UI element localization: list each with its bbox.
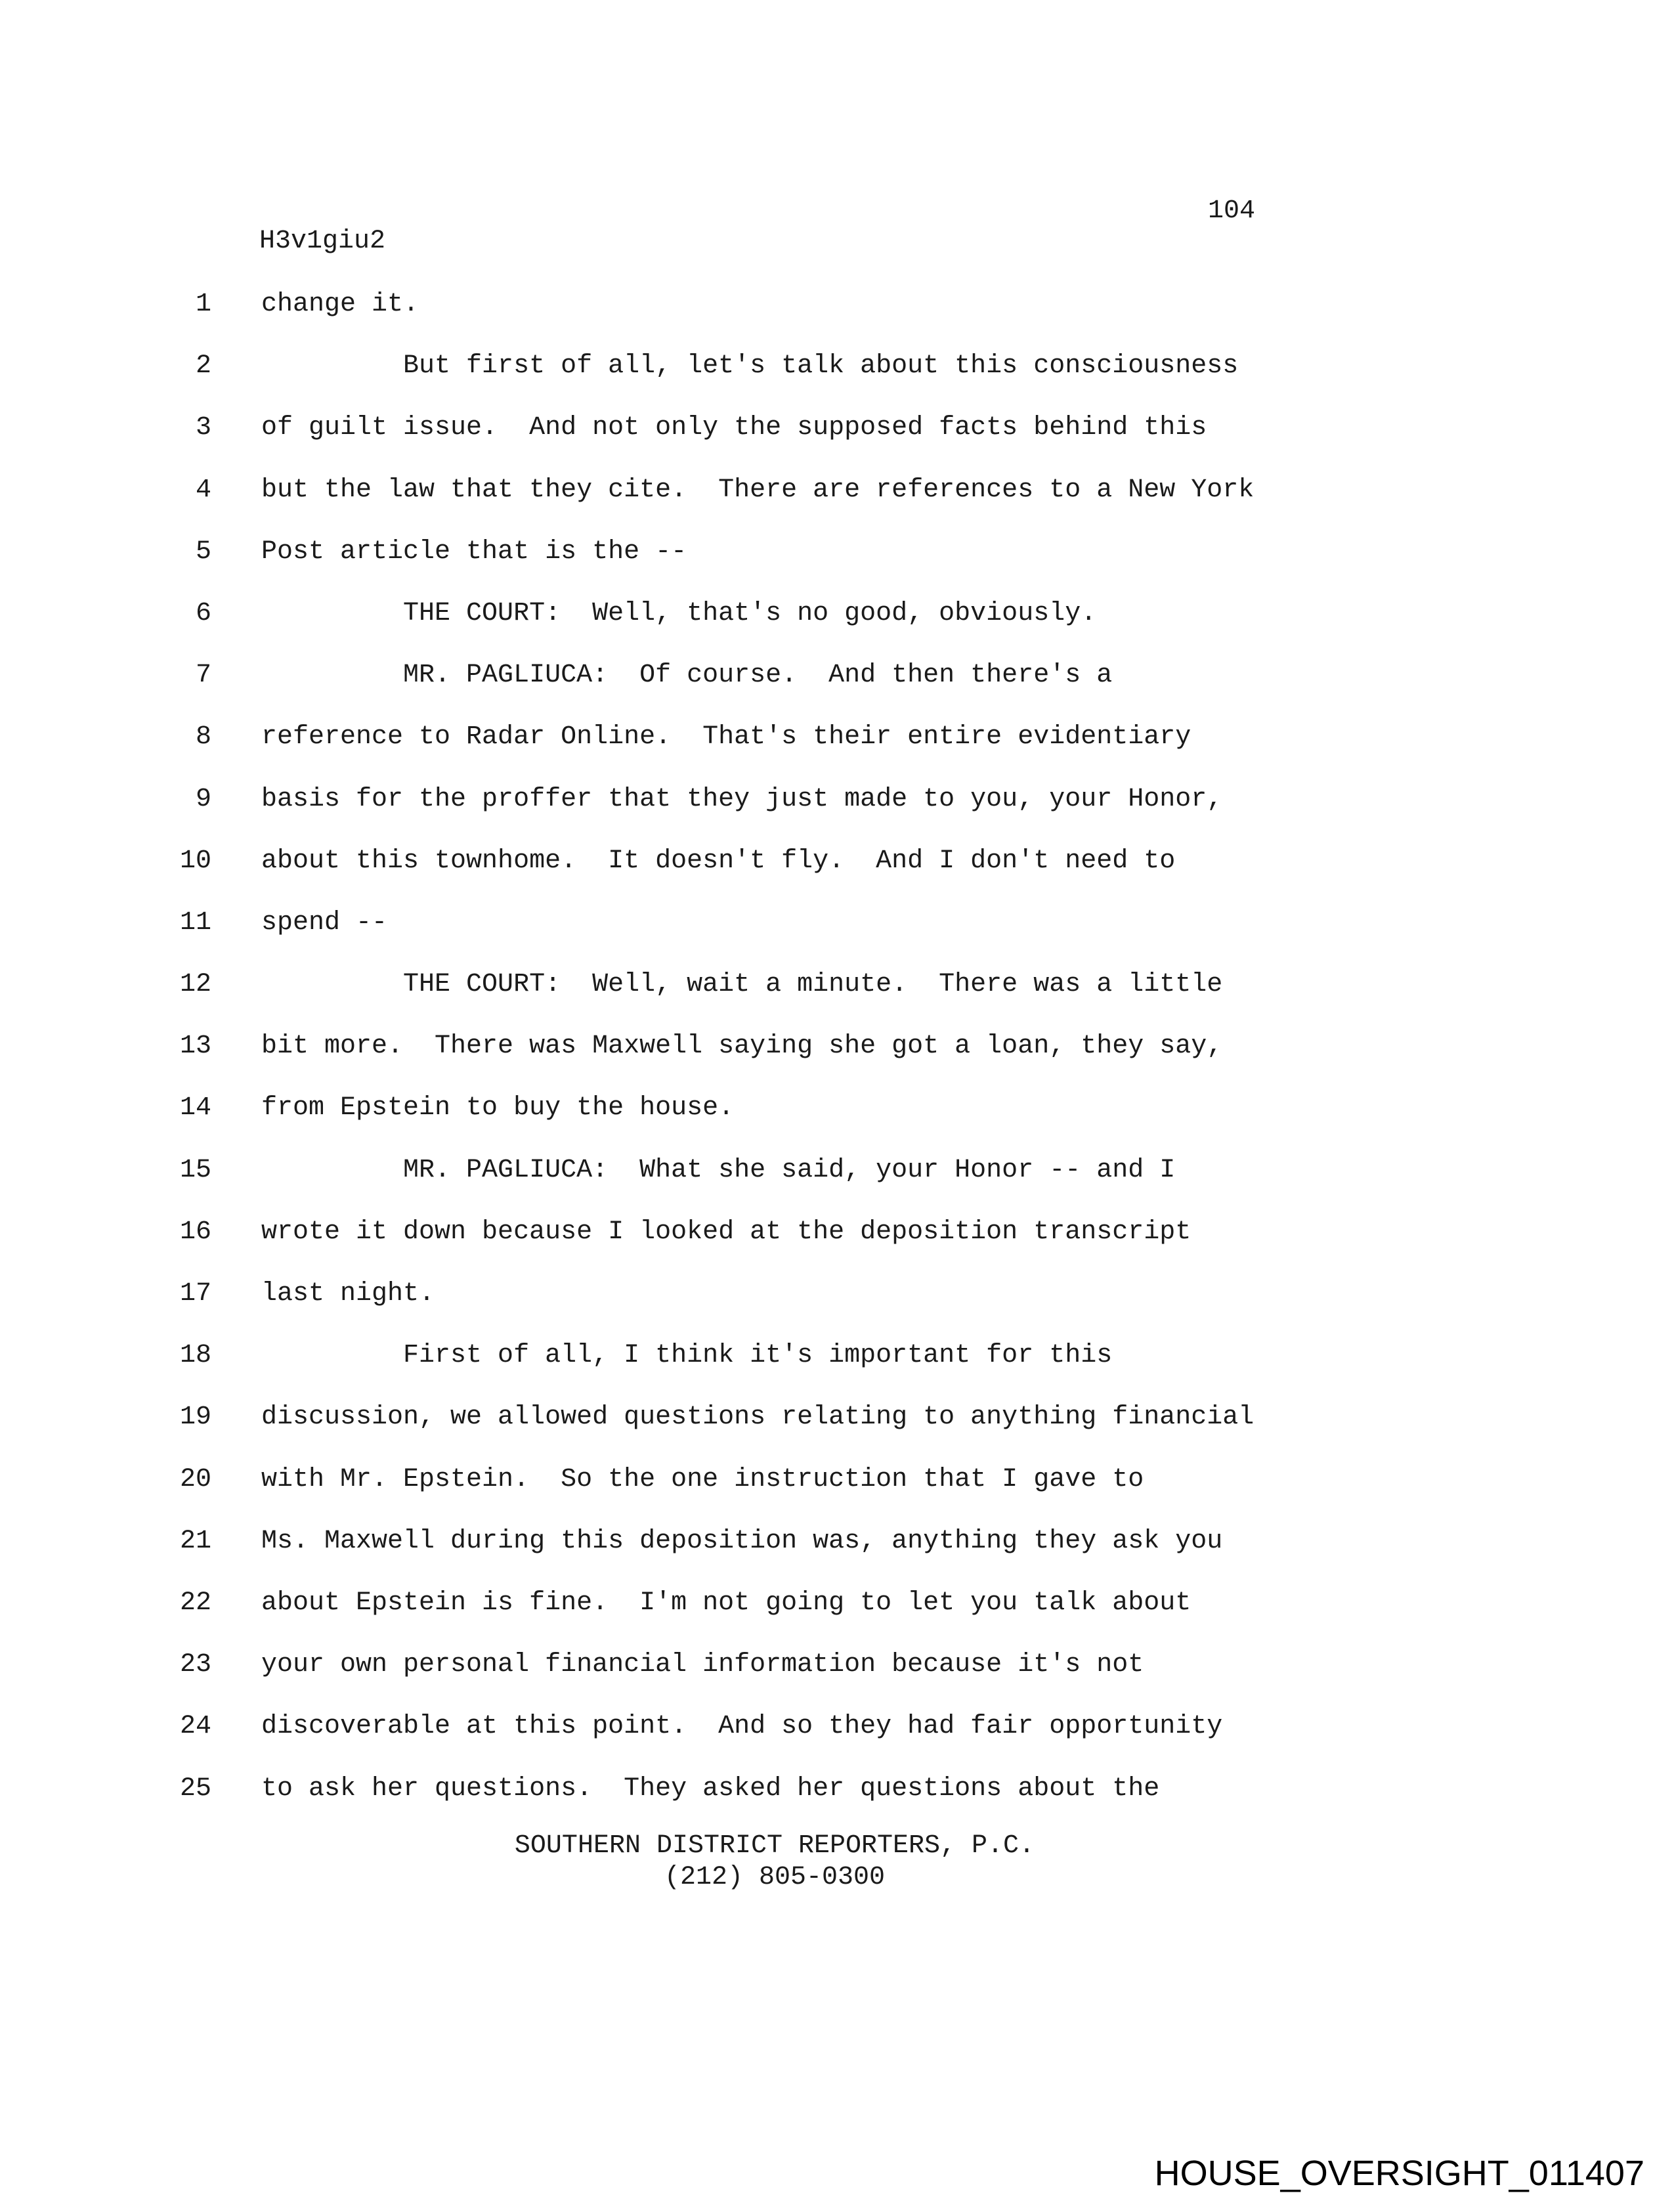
line-text: your own personal financial information because it's not xyxy=(261,1650,1144,1680)
line-number: 5 xyxy=(195,536,211,567)
line-number: 6 xyxy=(195,598,211,628)
transcript-line xyxy=(0,1215,1674,1277)
transcript-line xyxy=(0,1091,1674,1153)
transcript-line xyxy=(0,597,1674,659)
transcript-line xyxy=(0,535,1674,597)
line-text: Post article that is the -- xyxy=(261,536,687,567)
line-text: with Mr. Epstein. So the one instruction that I gave to xyxy=(261,1464,1144,1494)
line-number: 1 xyxy=(195,290,211,319)
transcript-line xyxy=(0,349,1674,411)
transcript-line xyxy=(0,288,1674,349)
footer-firm-name: SOUTHERN DISTRICT REPORTERS, P.C. xyxy=(514,1831,1035,1861)
transcript-line xyxy=(0,1772,1674,1834)
line-number: 25 xyxy=(179,1773,211,1804)
transcript-line xyxy=(0,720,1674,782)
bates-number: HOUSE_OVERSIGHT_011407 xyxy=(1154,2154,1644,2193)
line-number: 23 xyxy=(179,1650,211,1680)
line-text: about this townhome. It doesn't fly. And I don't need to xyxy=(261,846,1176,876)
transcript-line xyxy=(0,411,1674,473)
transcript-body xyxy=(0,288,1674,1834)
line-number: 19 xyxy=(179,1402,211,1433)
line-number: 22 xyxy=(179,1588,211,1618)
transcript-line xyxy=(0,1400,1674,1462)
line-text: bit more. There was Maxwell saying she got a loan, they say, xyxy=(261,1031,1223,1062)
transcript-line xyxy=(0,783,1674,844)
line-number: 10 xyxy=(179,846,211,876)
line-text: But first of all, let's talk about this consciousness xyxy=(261,351,1239,381)
line-number: 24 xyxy=(179,1712,211,1742)
line-text: but the law that they cite. There are references to a New York xyxy=(261,475,1255,505)
line-text: of guilt issue. And not only the supposed facts behind this xyxy=(261,413,1207,443)
line-text: about Epstein is fine. I'm not going to let you talk about xyxy=(261,1588,1191,1618)
line-number: 17 xyxy=(179,1279,211,1309)
line-number: 7 xyxy=(195,661,211,691)
transcript-line xyxy=(0,968,1674,1030)
line-text: THE COURT: Well, wait a minute. There was a little xyxy=(261,970,1223,1000)
line-text: from Epstein to buy the house. xyxy=(261,1093,735,1123)
line-number: 12 xyxy=(179,970,211,1000)
transcript-line xyxy=(0,844,1674,906)
line-number: 15 xyxy=(179,1155,211,1185)
transcript-line xyxy=(0,1339,1674,1400)
line-number: 2 xyxy=(195,351,211,381)
line-text: MR. PAGLIUCA: Of course. And then there's a xyxy=(261,661,1113,691)
transcript-line xyxy=(0,659,1674,720)
line-text: discussion, we allowed questions relating to anything financial xyxy=(261,1402,1255,1433)
line-number: 4 xyxy=(195,475,211,505)
line-text: THE COURT: Well, that's no good, obviously. xyxy=(261,598,1097,628)
transcript-line xyxy=(0,1463,1674,1525)
transcript-line xyxy=(0,1586,1674,1648)
line-text: last night. xyxy=(261,1279,435,1309)
line-text: First of all, I think it's important for this xyxy=(261,1341,1113,1371)
transcript-line xyxy=(0,1154,1674,1215)
transcript-line xyxy=(0,473,1674,535)
line-number: 13 xyxy=(179,1031,211,1062)
line-number: 18 xyxy=(179,1341,211,1371)
line-text: change it. xyxy=(261,290,419,319)
line-text: wrote it down because I looked at the deposition transcript xyxy=(261,1217,1191,1247)
line-number: 21 xyxy=(179,1526,211,1556)
line-number: 11 xyxy=(179,907,211,938)
line-number: 3 xyxy=(195,413,211,443)
case-code: H3v1giu2 xyxy=(259,227,386,256)
line-text: discoverable at this point. And so they had fair opportunity xyxy=(261,1712,1223,1742)
line-text: basis for the proffer that they just made to you, your Honor, xyxy=(261,784,1223,814)
transcript-line xyxy=(0,1710,1674,1771)
line-text: MR. PAGLIUCA: What she said, your Honor -- and I xyxy=(261,1155,1176,1185)
transcript-line xyxy=(0,1648,1674,1710)
line-number: 20 xyxy=(179,1464,211,1494)
transcript-line xyxy=(0,1030,1674,1091)
page-number: 104 xyxy=(1208,196,1256,226)
transcript-line xyxy=(0,906,1674,968)
line-number: 9 xyxy=(195,784,211,814)
line-number: 14 xyxy=(179,1093,211,1123)
line-number: 8 xyxy=(195,722,211,752)
line-text: reference to Radar Online. That's their entire evidentiary xyxy=(261,722,1191,752)
line-text: Ms. Maxwell during this deposition was, anything they ask you xyxy=(261,1526,1223,1556)
footer-phone-number: (212) 805-0300 xyxy=(664,1863,886,1892)
line-number: 16 xyxy=(179,1217,211,1247)
line-text: to ask her questions. They asked her questions about the xyxy=(261,1773,1160,1804)
transcript-line xyxy=(0,1525,1674,1586)
transcript-line xyxy=(0,1277,1674,1339)
line-text: spend -- xyxy=(261,907,388,938)
